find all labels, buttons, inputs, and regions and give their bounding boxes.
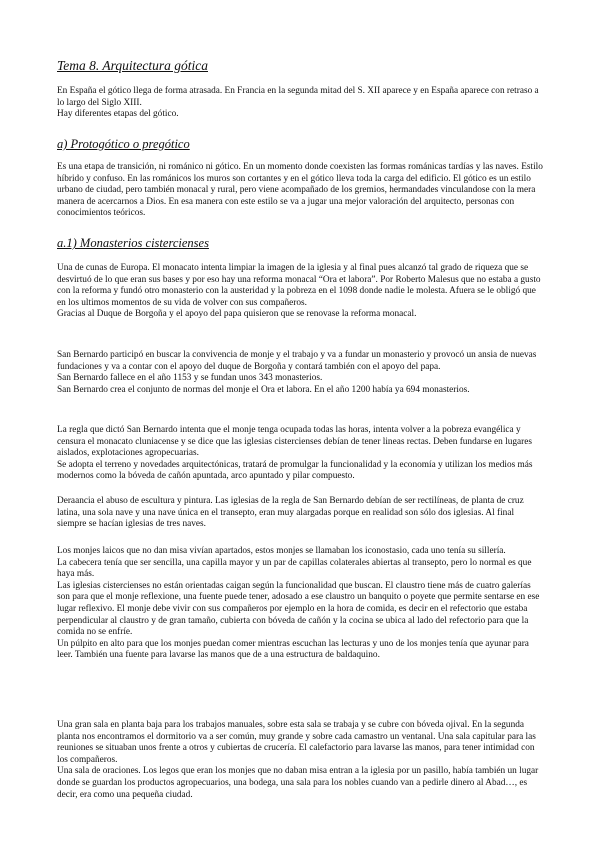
paragraph-text: Es una etapa de transición, ni románico ni gótico. En un momento donde coexisten las formas románicas tardías y las naves. Estilo híbrido y confuso. En las románicos los muros son cortantes y en el gótico lleva toda la carga del edificio. El gótico es un estilo urbano de ciudad, pero también monacal y rural, pero viene acompañado de los gremios, hermandades vinculandose con la mera manera de acercarnos a Dios. En esa manera con este estilo se va a jugar una mejor valoración del arquitecto, personas con conocimientos teóricos. <box>57 162 543 219</box>
monasterios-block-1 <box>57 263 545 321</box>
intro-paragraph <box>57 86 545 121</box>
section-heading-protogotico: a) Protogótico o pregótico <box>57 137 190 151</box>
paragraph-text: Una sala de oraciones. Los legos que eran los monjes que no daban misa entran a la iglesia por un pasillo, había también un lugar donde se guardan los productos agropecuarios, una bodega, una sala para los nobles cuando van a pedirle dinero al Abad…, es decir, era como una pequeña ciudad. <box>57 766 539 800</box>
intro-line: Hay diferentes etapas del gótico. <box>57 109 179 120</box>
section-heading-monasterios: a.1) Monasterios cistercienses <box>57 236 209 250</box>
paragraph-text: Se adopta el terreno y novedades arquitectónicas, tratará de promulgar la funcionalidad y la economía y utilizan los medios más modernos como la bóveda de cañón apuntada, arco apuntado y pilar compuesto. <box>57 459 533 482</box>
monasterios-block-6 <box>57 720 545 801</box>
monasterios-block-4 <box>57 496 545 531</box>
paragraph-text: Un púlpito en alto para que los monjes puedan comer mientras escuchan las lecturas y uno de los monjes tenía que ayunar para leer. También una fuente para lavarse las manos que de a una estructura de baldaquino. <box>57 638 529 661</box>
paragraph-text: Las iglesias cistercienses no están orientadas caigan según la funcionalidad que buscan. El claustro tiene más de cuatro galerías son para que el monje reflexione, una fuente puede tener, adosado a ese claustro un banquito o poyete que permite sentarse en ese lugar reflexivo. El monje debe vivir con sus compañeros por ejemplo en la hora de comida, es decir en el refectorio que estaba perpendicular al claustro y de gran tamaño, cubierta con bóveda de cañón y la cocina se ubica al lado del refectorio para que la comida no se enfríe. <box>57 580 540 638</box>
paragraph-text: San Bernardo fallece en el año 1153 y se fundan unos 343 monasterios. <box>57 373 323 384</box>
page-title: Tema 8. Arquitectura gótica <box>57 58 208 73</box>
paragraph-text: Deraancia el abuso de escultura y pintura. Las iglesias de la regla de San Bernardo debían de ser rectilíneas, de planta de cruz latina, una sola nave y una nave única en el transepto, eran muy alargadas porque en realidad son sólo dos iglesias. Al final siempre se hacían iglesias de tres naves. <box>57 496 524 530</box>
monasterios-block-5 <box>57 546 545 662</box>
paragraph-text: San Bernardo participó en buscar la convivencia de monje y el trabajo y va a fundar un monasterio y provocó un ansia de nuevas fundaciones y va a contar con el apoyo del duque de Borgoña y contará también con el apoyo del papa. <box>57 350 537 372</box>
paragraph-text: Una gran sala en planta baja para los trabajos manuales, sobre esta sala se trabaja y se cubre con bóveda ojival. En la segunda planta nos encontramos el dormitorio va a ser común, muy grande y sobre cada camastro un ventanal. Una sala capitular para las reuniones se situaban unos frente a otros y cubiertas de crucería. El calefactorio para lavarse las manos, para tener intimidad con los compañeros. <box>57 720 536 765</box>
paragraph-text: Los monjes laicos que no dan misa vivían apartados, estos monjes se llamaban los iconostasio, cada uno tenía su sillería. <box>57 546 506 556</box>
paragraph-text: La cabecera tenía que ser sencilla, una capilla mayor y un par de capillas colaterales abiertas al transepto, pero lo normal es que haya más. <box>57 557 532 580</box>
paragraph-text: Gracias al Duque de Borgoña y el apoyo del papa quisieron que se renovase la reforma monacal. <box>57 309 417 320</box>
monasterios-block-3 <box>57 425 545 483</box>
intro-line: En España el gótico llega de forma atrasada. En Francia en la segunda mitad del S. XII aparece y en España aparece con retraso a lo largo del Siglo XIII. <box>57 86 539 108</box>
paragraph-text: La regla que dictó San Bernardo intenta que el monje tenga ocupada todas las horas, intenta volver a la pobreza evangélica y censura el monacato cluniacense y se dice que las iglesias cistercienses debían de tener lineas rectas. Deben fundarse en lugares aislados, explotaciones agropecuarias. <box>57 425 532 459</box>
paragraph-text: Una de cunas de Europa. El monacato intenta limpiar la imagen de la iglesia y al final pues alcanzó tal grado de riqueza que se desvirtuó de lo que eran sus bases y por eso hay una reforma monacal “Ora et labora”. Por Roberto Malesus que no estaba a gusto con la reforma y fundó otro monasterio con la austeridad y la pobreza en el 1098 donde nadie le molesta. Afuera se le obligó que en los ultimos momentos de su vida de volver con sus compañeros. <box>57 263 541 308</box>
protogotico-paragraph <box>57 162 545 220</box>
monasterios-block-2 <box>57 350 545 396</box>
paragraph-text: San Bernardo crea el conjunto de normas del monje el Ora et labora. En el año 1200 había ya 694 monasterios. <box>57 384 470 395</box>
